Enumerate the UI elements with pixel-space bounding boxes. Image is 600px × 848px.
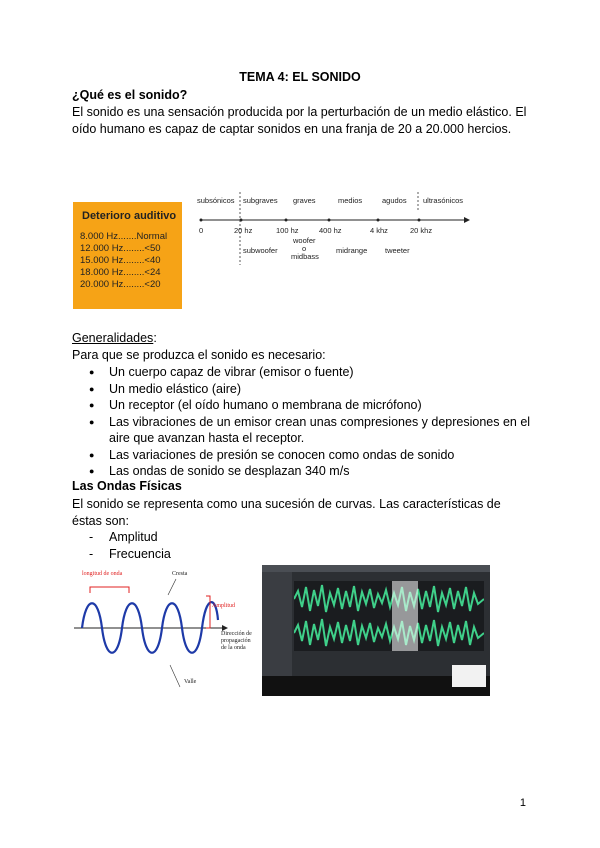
valle-label: Valle: [184, 679, 197, 685]
list-item: ● Las ondas de sonido se desplazan 340 m/s: [72, 463, 532, 480]
deterioro-heading: Deterioro auditivo: [82, 210, 177, 222]
waveform-icon: [294, 581, 484, 651]
speaker-label: midbass: [291, 252, 319, 261]
band-label: agudos: [382, 196, 407, 205]
speaker-label: tweeter: [385, 246, 410, 255]
deterioro-auditivo-box: [73, 202, 182, 309]
tick-label: 0: [199, 226, 204, 235]
generalidades-heading: Generalidades: [72, 331, 154, 345]
list-item: ● Un medio elástico (aire): [72, 381, 532, 398]
list-item: ● Un cuerpo capaz de vibrar (emisor o fuente): [72, 364, 532, 381]
ondas-list: [72, 529, 372, 562]
speaker-label: subwoofer: [243, 246, 278, 255]
direccion-line: de la onda: [221, 645, 246, 651]
amplitud-label: Amplitud: [212, 603, 236, 609]
list-item: - Amplitud: [72, 529, 372, 546]
tick-label: 400 hz: [319, 226, 342, 235]
generalidades-colon: :: [153, 331, 157, 345]
page-title: TEMA 4: EL SONIDO: [239, 70, 361, 84]
speaker-label: woofer: [293, 236, 316, 245]
heading-que-es-sonido: ¿Qué es el sonido?: [72, 88, 188, 102]
heading-ondas-fisicas: Las Ondas Físicas: [72, 479, 182, 493]
band-label: ultrasónicos: [423, 196, 464, 205]
generalidades-list: [72, 364, 532, 480]
direccion-label: [221, 631, 252, 652]
list-item: ● Las variaciones de presión se conocen como ondas de sonido: [72, 447, 532, 464]
list-item: ● Un receptor (el oído humano o membrana de micrófono): [72, 397, 532, 414]
band-label: subsónicos: [197, 196, 235, 205]
band-label: subgraves: [243, 196, 278, 205]
frequency-scale-diagram: [196, 190, 476, 270]
deterioro-row: 8.000 Hz.......Normal: [80, 231, 168, 242]
editor-titlebar: [262, 565, 490, 572]
wave-diagram: [72, 565, 262, 690]
deterioro-row: 12.000 Hz........<50: [80, 243, 161, 254]
tick-label: 20 khz: [410, 226, 433, 235]
tick-label: 4 khz: [370, 226, 388, 235]
deterioro-row: 20.000 Hz........<20: [80, 279, 161, 290]
sine-wave-illustration: [72, 565, 262, 690]
generalidades-heading-line: [72, 331, 157, 345]
ondas-paragraph: El sonido se representa como una sucesión de curvas. Las características de éstas son:: [72, 497, 501, 528]
deterioro-row: 15.000 Hz........<40: [80, 255, 161, 266]
editor-sidebar: [262, 572, 292, 676]
direccion-line: Dirección de: [221, 631, 252, 637]
cresta-label: Cresta: [172, 571, 188, 577]
tick-label: 20 hz: [234, 226, 253, 235]
band-label: graves: [293, 196, 316, 205]
editor-popup: [452, 665, 486, 687]
speaker-label: o: [302, 244, 307, 253]
list-item: - Frecuencia: [72, 546, 372, 563]
direccion-line: propagación: [221, 638, 251, 644]
deterioro-row: 18.000 Hz........<24: [80, 267, 161, 278]
waveform-panel: [294, 581, 484, 651]
generalidades-intro: Para que se produzca el sonido es necesario:: [72, 348, 326, 362]
speaker-label: midrange: [336, 246, 368, 255]
longitud-label: longitud de onda: [82, 571, 123, 577]
list-item: ● Las vibraciones de un emisor crean unas compresiones y depresiones en el aire que avanzan hasta el receptor.: [72, 414, 532, 447]
audio-editor-screenshot: [262, 565, 490, 696]
page-number: 1: [519, 797, 526, 809]
intro-paragraph: El sonido es una sensación producida por la perturbación de un medio elástico. El oído humano es capaz de captar sonidos en una franja de 20 a 20.000 hercios.: [72, 105, 527, 136]
band-label: medios: [338, 196, 363, 205]
tick-label: 100 hz: [276, 226, 299, 235]
